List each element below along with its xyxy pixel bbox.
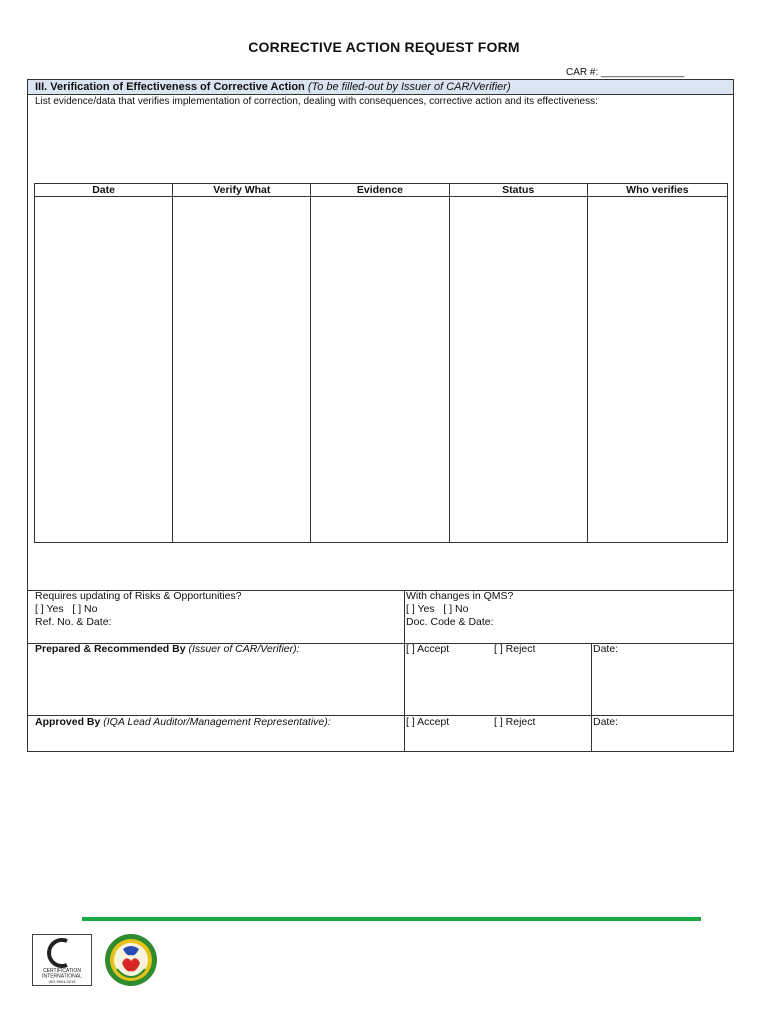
section-title: III. Verification of Effectiveness of Corrective Action xyxy=(35,81,305,93)
column-header-date: Date xyxy=(35,184,173,197)
section-header xyxy=(28,80,733,95)
column-header-verify-what: Verify What xyxy=(173,184,311,197)
prepared-by-title: Prepared & Recommended By xyxy=(35,643,186,655)
prepared-accept-checkbox[interactable]: [ ] Accept xyxy=(406,643,450,655)
prepared-reject-checkbox[interactable]: [ ] Reject xyxy=(494,643,536,655)
approved-date-field[interactable]: Date: xyxy=(593,716,619,728)
qms-doc-code-date-field[interactable]: Doc. Code & Date: xyxy=(406,616,494,628)
cert-logo-text-2: INTERNATIONAL xyxy=(42,973,82,980)
certification-mark-icon xyxy=(33,935,91,985)
table-cell-who-verifies[interactable] xyxy=(587,197,727,543)
approved-by-title: Approved By xyxy=(35,716,101,728)
qms-yes-no-checkboxes[interactable]: [ ] Yes [ ] No xyxy=(406,603,469,615)
cert-logo-text-1: CERTIFICATION xyxy=(43,968,81,974)
form-title: CORRECTIVE ACTION REQUEST FORM xyxy=(248,39,520,55)
approved-reject-checkbox[interactable]: [ ] Reject xyxy=(494,716,536,728)
certification-logo-icon xyxy=(32,934,92,986)
section-subtitle: (To be filled-out by Issuer of CAR/Verifier) xyxy=(304,81,511,93)
risks-yes-no-checkboxes[interactable]: [ ] Yes [ ] No xyxy=(35,603,98,615)
approved-by-label xyxy=(35,716,331,729)
verification-table xyxy=(34,183,728,543)
car-number-field[interactable]: CAR #: _______________ xyxy=(566,67,685,78)
approved-by-role: (IQA Lead Auditor/Management Representative): xyxy=(100,716,331,728)
risks-question: Requires updating of Risks & Opportunities? xyxy=(35,590,242,602)
prepared-by-role: (Issuer of CAR/Verifier): xyxy=(185,643,300,655)
cert-logo-text-3: ISO 9001:2015 xyxy=(48,979,76,984)
instructions-text: List evidence/data that verifies implementation of correction, dealing with consequences, corrective action and its effectiveness: xyxy=(35,96,598,107)
institution-seal-icon xyxy=(101,933,161,987)
table-cell-verify-what[interactable] xyxy=(173,197,311,543)
table-cell-date[interactable] xyxy=(35,197,173,543)
footer-green-bar xyxy=(82,917,701,921)
column-header-status: Status xyxy=(449,184,587,197)
approved-accept-checkbox[interactable]: [ ] Accept xyxy=(406,716,450,728)
risks-ref-date-field[interactable]: Ref. No. & Date: xyxy=(35,616,112,628)
column-header-evidence: Evidence xyxy=(311,184,449,197)
prepared-date-field[interactable]: Date: xyxy=(593,643,619,655)
column-header-who-verifies: Who verifies xyxy=(587,184,727,197)
divider xyxy=(404,590,405,752)
qms-question: With changes in QMS? xyxy=(406,590,514,602)
table-cell-status[interactable] xyxy=(449,197,587,543)
prepared-by-label xyxy=(35,643,300,656)
divider xyxy=(591,643,592,752)
table-cell-evidence[interactable] xyxy=(311,197,449,543)
